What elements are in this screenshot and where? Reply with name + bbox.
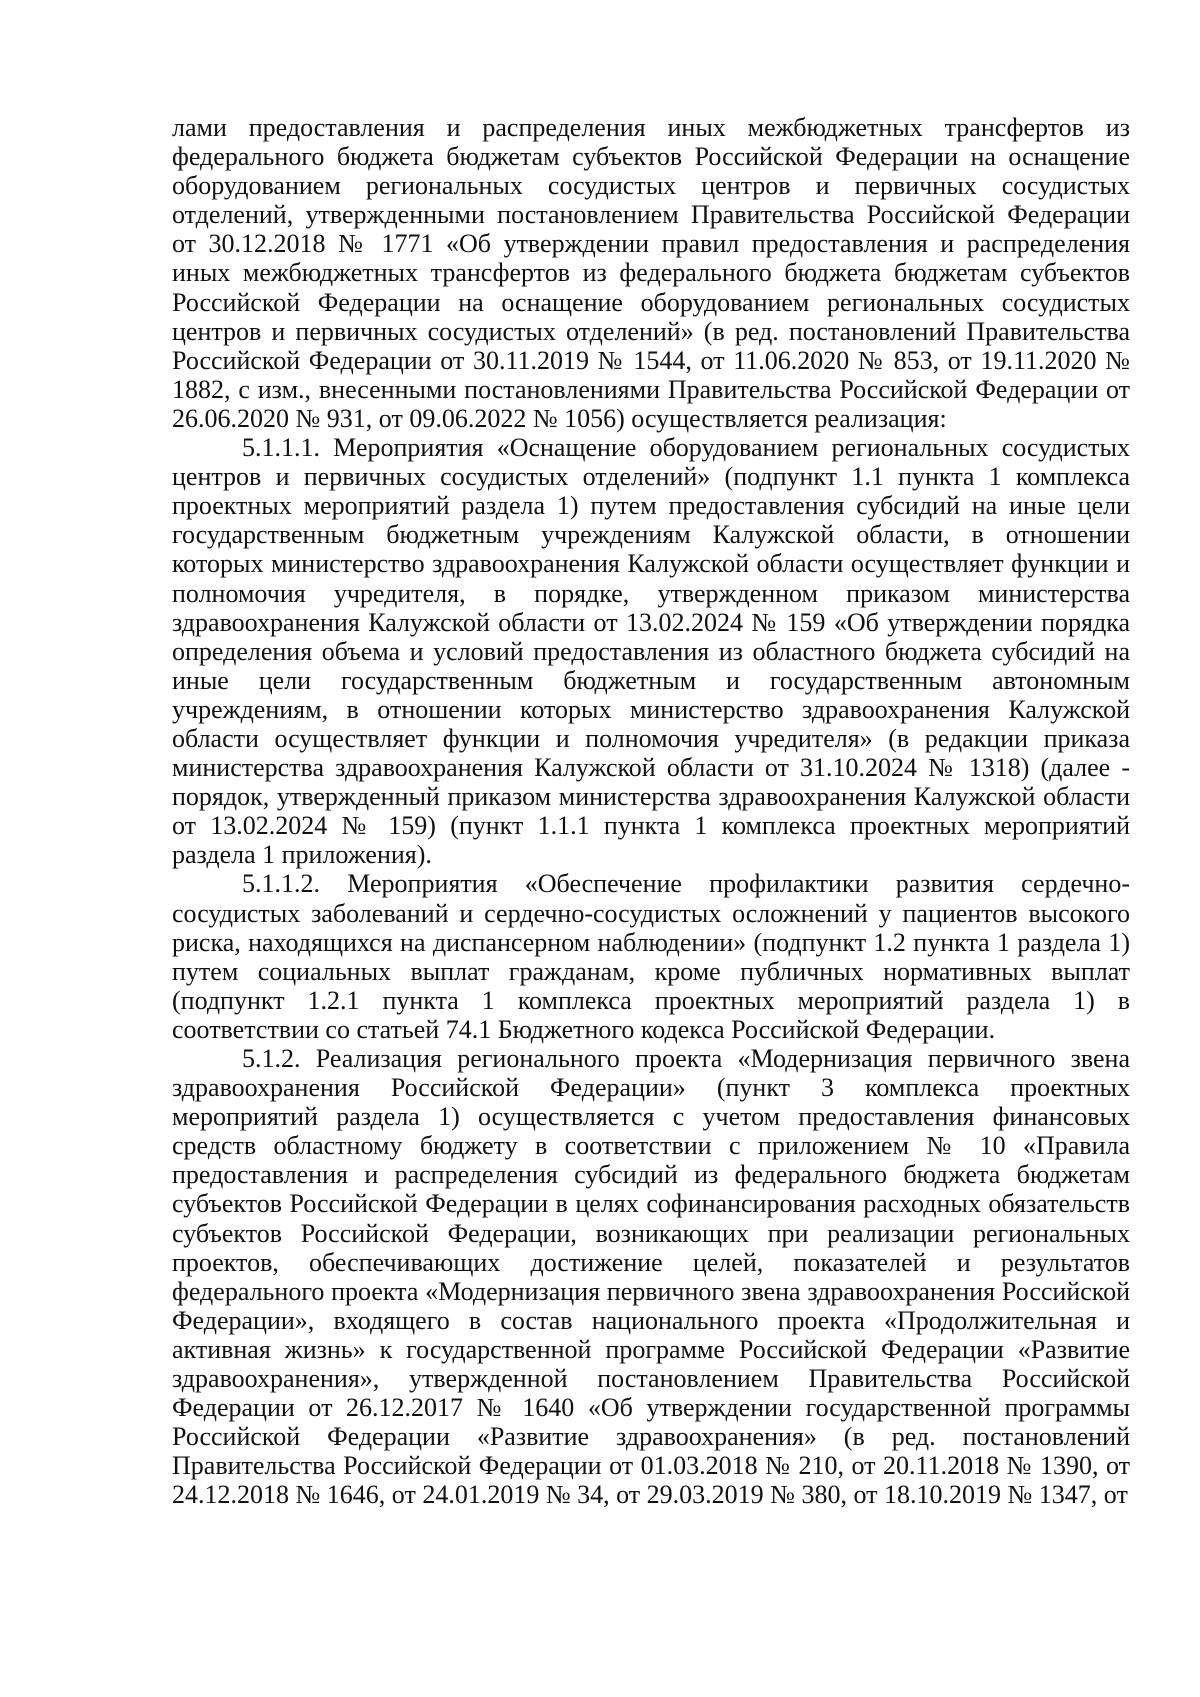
document-body (172, 113, 1130, 1510)
paragraph-5-1-1-1: 5.1.1.1. Мероприятия «Оснащение оборудованием региональных сосудистых центров и первичных сосудистых отделений» (подпункт 1.1 пункта 1 комплекса проектных мероприятий раздела 1) путем предоставления субсидий на иные цели государственным бюджетным учреждениям Калужской области, в отношении которых министерство здравоохранения Калужской области осуществляет функции и полномочия учредителя, в порядке, утвержденном приказом министерства здравоохранения Калужской области от 13.02.2024 № 159 «Об утверждении порядка определения объема и условий предоставления из областного бюджета субсидий на иные цели государственным бюджетным и государственным автономным учреждениям, в отношении которых министерство здравоохранения Калужской области осуществляет функции и полномочия учредителя» (в редакции приказа министерства здравоохранения Калужской области от 31.10.2024 № 1318) (далее - порядок, утвержденный приказом министерства здравоохранения Калужской области от 13.02.2024 № 159) (пункт 1.1.1 пункта 1 комплекса проектных мероприятий раздела 1 приложения). (172, 433, 1130, 870)
paragraph-continuation: лами предоставления и распределения иных межбюджетных трансфертов из федерального бюджета бюджетам субъектов Российской Федерации на оснащение оборудованием региональных сосудистых центров и первичных сосудистых отделений, утвержденными постановлением Правительства Российской Федерации от 30.12.2018 № 1771 «Об утверждении правил предоставления и распределения иных межбюджетных трансфертов из федерального бюджета бюджетам субъектов Российской Федерации на оснащение оборудованием региональных сосудистых центров и первичных сосудистых отделений» (в ред. постановлений Правительства Российской Федерации от 30.11.2019 № 1544, от 11.06.2020 № 853, от 19.11.2020 № 1882, с изм., внесенными постановлениями Правительства Российской Федерации от 26.06.2020 № 931, от 09.06.2022 № 1056) осуществляется реализация: (172, 113, 1130, 433)
paragraph-5-1-2: 5.1.2. Реализация регионального проекта «Модернизация первичного звена здравоохранения Российской Федерации» (пункт 3 комплекса проектных мероприятий раздела 1) осуществляется с учетом предоставления финансовых средств областному бюджету в соответствии с приложением № 10 «Правила предоставления и распределения субсидий из федерального бюджета бюджетам субъектов Российской Федерации в целях софинансирования расходных обязательств субъектов Российской Федерации, возникающих при реализации региональных проектов, обеспечивающих достижение целей, показателей и результатов федерального проекта «Модернизация первичного звена здравоохранения Российской Федерации», входящего в состав национального проекта «Продолжительная и активная жизнь» к государственной программе Российской Федерации «Развитие здравоохранения», утвержденной постановлением Правительства Российской Федерации от 26.12.2017 № 1640 «Об утверждении государственной программы Российской Федерации «Развитие здравоохранения» (в ред. постановлений Правительства Российской Федерации от 01.03.2018 № 210, от 20.11.2018 № 1390, от 24.12.2018 № 1646, от 24.01.2019 № 34, от 29.03.2019 № 380, от 18.10.2019 № 1347, от (172, 1044, 1130, 1510)
paragraph-5-1-1-2: 5.1.1.2. Мероприятия «Обеспечение профилактики развития сердечно-сосудистых заболеваний и сердечно-сосудистых осложнений у пациентов высокого риска, находящихся на диспансерном наблюдении» (подпункт 1.2 пункта 1 раздела 1) путем социальных выплат гражданам, кроме публичных нормативных выплат (подпункт 1.2.1 пункта 1 комплекса проектных мероприятий раздела 1) в соответствии со статьей 74.1 Бюджетного кодекса Российской Федерации. (172, 869, 1130, 1044)
